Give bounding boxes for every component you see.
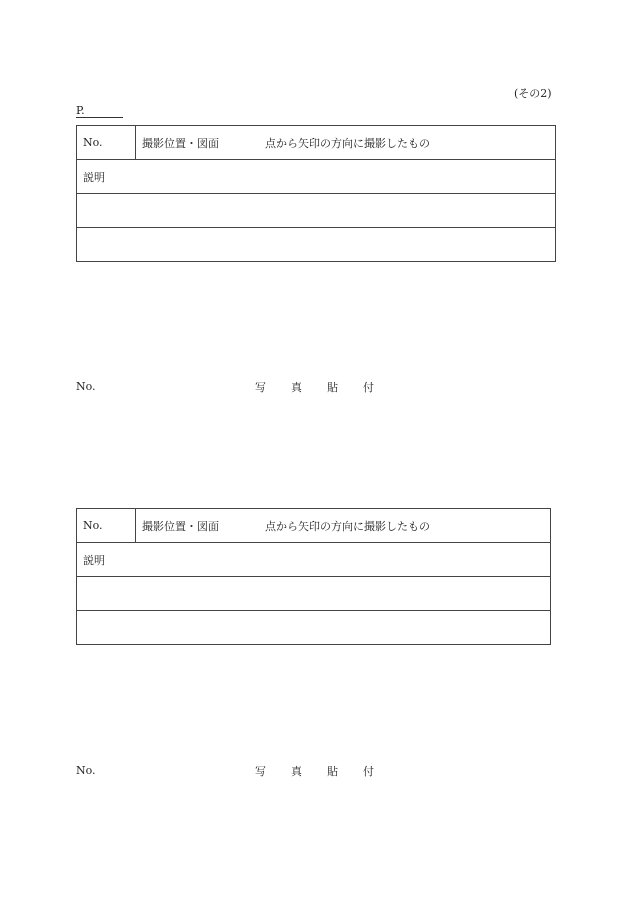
photo-title-char: 写 — [255, 381, 266, 394]
direction-text: 点から矢印の方向に撮影したもの — [265, 136, 430, 150]
description-line[interactable] — [77, 194, 556, 228]
photo-title-char: 貼 — [327, 381, 338, 394]
description-line[interactable] — [77, 611, 551, 645]
direction-text: 点から矢印の方向に撮影したもの — [265, 519, 430, 533]
photo-info-table — [76, 508, 551, 645]
position-cell[interactable] — [136, 126, 556, 160]
description-line[interactable] — [77, 228, 556, 262]
photo-paste-title — [255, 379, 399, 395]
photo-info-table — [76, 125, 556, 262]
photo-no-label: No. — [76, 380, 96, 393]
photo-no-label: No. — [76, 764, 96, 777]
no-cell[interactable]: No. — [77, 126, 136, 160]
description-label-cell[interactable]: 説明 — [77, 160, 556, 194]
photo-title-char: 写 — [255, 765, 266, 778]
photo-title-char: 付 — [363, 765, 374, 778]
position-cell[interactable] — [136, 509, 551, 543]
photo-paste-title — [255, 763, 399, 779]
photo-title-char: 真 — [291, 765, 302, 778]
photo-title-char: 真 — [291, 381, 302, 394]
photo-title-char: 付 — [363, 381, 374, 394]
description-label-cell[interactable]: 説明 — [77, 543, 551, 577]
page-number-field[interactable]: P. — [76, 104, 123, 118]
position-label: 撮影位置・図面 — [142, 519, 219, 533]
sheet-number: (その2) — [514, 87, 552, 100]
position-label: 撮影位置・図面 — [142, 136, 219, 150]
photo-title-char: 貼 — [327, 765, 338, 778]
description-line[interactable] — [77, 577, 551, 611]
no-cell[interactable]: No. — [77, 509, 136, 543]
